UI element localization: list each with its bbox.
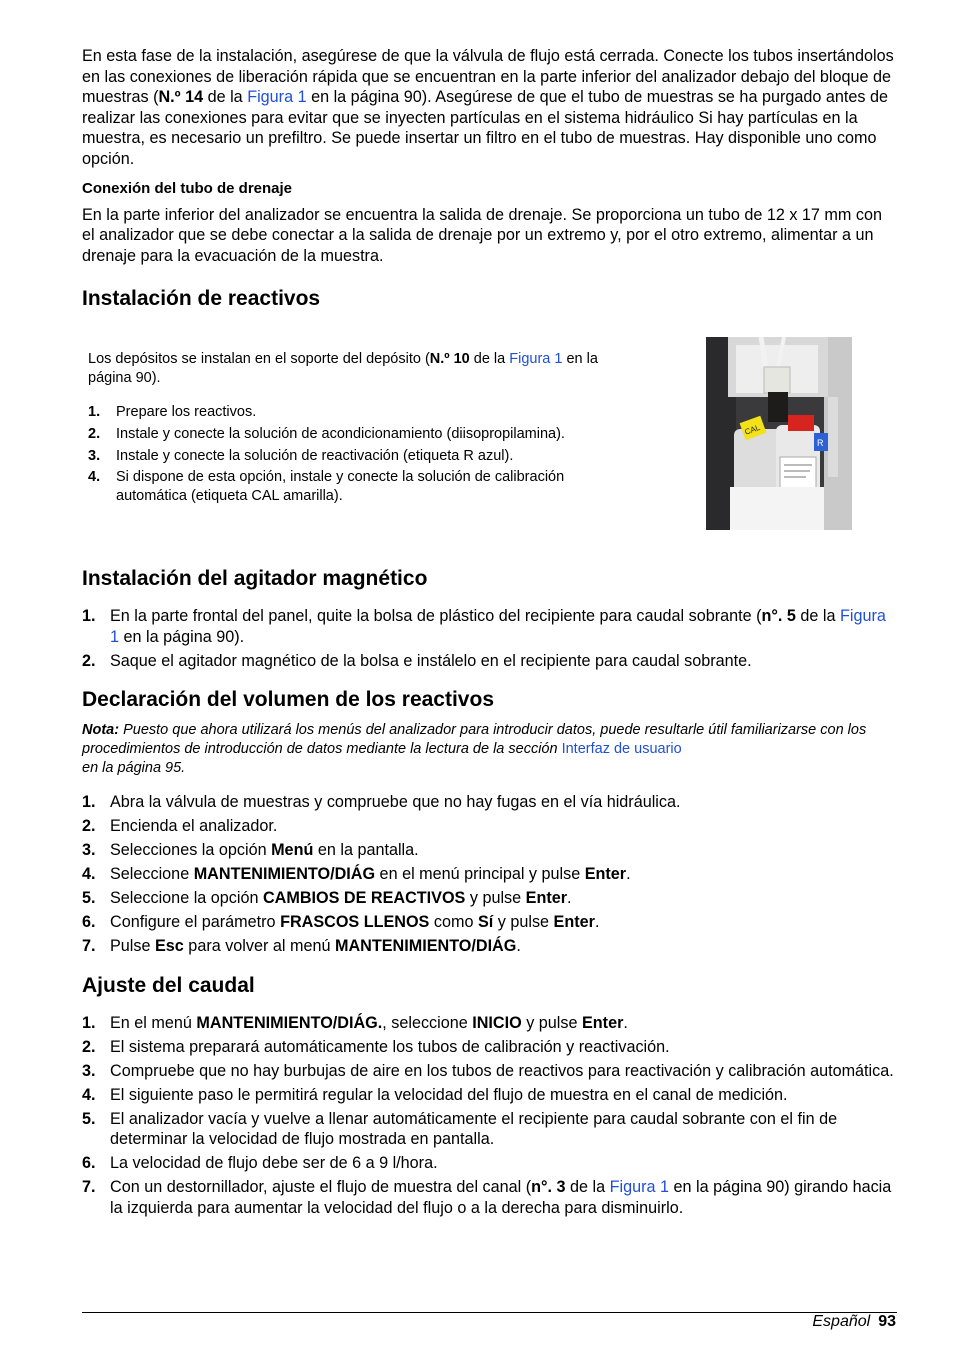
reagents-intro <box>88 350 623 388</box>
step-number: 5. <box>82 888 96 907</box>
step-text: Saque el agitador magnético de la bolsa e instálelo en el recipiente para caudal sobrante. <box>110 651 752 670</box>
reagent-bottles-photo <box>706 337 852 530</box>
step-text: en la página 90). <box>119 627 245 646</box>
flow-steps <box>82 1013 897 1218</box>
step-keyword: Enter <box>582 1014 624 1033</box>
step-text: y pulse <box>493 912 554 931</box>
intro-text: de la <box>203 88 248 107</box>
step-text: El siguiente paso le permitirá regular la velocidad del flujo de muestra en el canal de medición. <box>110 1085 788 1104</box>
step-number: 1. <box>82 1014 96 1033</box>
list-item <box>82 816 897 837</box>
reagents-intro-text: de la <box>469 351 510 368</box>
step-keyword: FRASCOS LLENOS <box>280 912 430 931</box>
page-content <box>82 46 897 1222</box>
figure-link[interactable]: Figura 1 <box>110 607 886 646</box>
reagents-ref: N.º 10 <box>429 351 470 368</box>
section-link[interactable]: Interfaz de usuario <box>561 741 682 758</box>
step-text: En la parte frontal del panel, quite la bolsa de plástico del recipiente para caudal sobrante ( <box>110 607 762 626</box>
step-keyword: MANTENIMIENTO/DIÁG <box>193 864 376 883</box>
step-number: 6. <box>82 912 96 931</box>
intro-text: En esta fase de la instalación, asegúrese de que la válvula de flujo está cerrada. Conecte los tubos insertándolos en las conexiones de liberación rápida que se encuentran en la parte inferior del analizador debajo del bloque de muestras ( <box>82 47 894 107</box>
step-number: 1. <box>88 404 101 421</box>
step-text: La velocidad de flujo debe ser de 6 a 9 l/hora. <box>110 1154 438 1173</box>
reagents-section <box>88 350 623 506</box>
step-text: Con un destornillador, ajuste el flujo de muestra del canal ( <box>110 1178 532 1197</box>
step-text: . <box>516 936 521 955</box>
note-page: en la página 95. <box>82 760 186 777</box>
list-item <box>82 1153 897 1174</box>
flow-heading: Ajuste del caudal <box>82 974 255 998</box>
step-ref: n°. 3 <box>531 1178 566 1197</box>
step-ref: n°. 5 <box>761 607 796 626</box>
step-keyword: INICIO <box>472 1014 522 1033</box>
step-number: 4. <box>82 864 96 883</box>
step-text: y pulse <box>465 888 526 907</box>
step-text: Abra la válvula de muestras y compruebe que no hay fugas en el vía hidráulica. <box>110 793 681 812</box>
step-number: 7. <box>82 936 96 955</box>
step-text: . <box>594 912 600 931</box>
step-keyword: Sí <box>477 912 494 931</box>
step-keyword: Esc <box>155 936 184 955</box>
reagent-bottles-illustration <box>706 337 852 530</box>
drain-heading: Conexión del tubo de drenaje <box>82 179 293 197</box>
volume-heading: Declaración del volumen de los reactivos <box>82 688 494 712</box>
step-keyword: Enter <box>525 888 568 907</box>
step-keyword: MANTENIMIENTO/DIÁG. <box>196 1014 383 1033</box>
intro-ref: N.º 14 <box>158 88 204 107</box>
step-text: de la <box>565 1178 610 1197</box>
step-number: 2. <box>82 1038 96 1057</box>
drain-paragraph: En la parte inferior del analizador se encuentra la salida de drenaje. Se proporciona un tubo de 12 x 17 mm con el analizador que se debe conectar a la salida de drenaje por un extremo y, por el otro extremo, alimentar a un drenaje para la evacuación de la muestra. <box>82 205 882 265</box>
step-text: . <box>626 864 631 883</box>
list-item <box>82 912 897 933</box>
step-keyword: Enter <box>584 864 627 883</box>
step-text: para volver al menú <box>183 936 335 955</box>
page-footer <box>812 1312 896 1332</box>
list-item <box>82 936 897 957</box>
step-number: 1. <box>82 607 96 626</box>
step-text: , seleccione <box>382 1014 473 1033</box>
list-item <box>82 1037 897 1058</box>
step-text: Prepare los reactivos. <box>116 404 257 421</box>
list-item <box>82 792 897 813</box>
step-number: 2. <box>82 651 96 670</box>
stirrer-heading: Instalación del agitador magnético <box>82 567 428 591</box>
list-item <box>82 864 897 885</box>
step-text: . <box>567 888 572 907</box>
step-number: 5. <box>82 1109 96 1128</box>
stirrer-steps <box>82 606 897 671</box>
step-number: 6. <box>82 1154 96 1173</box>
list-item <box>88 425 623 444</box>
step-text: Instale y conecte la solución de acondicionamiento (diisopropilamina). <box>116 425 565 442</box>
step-keyword: MANTENIMIENTO/DIÁG <box>334 936 517 955</box>
step-text: Pulse <box>110 936 155 955</box>
note-label: Nota: <box>82 722 120 739</box>
step-number: 2. <box>88 425 101 442</box>
figure-link[interactable]: Figura 1 <box>609 1178 669 1197</box>
figure-link[interactable]: Figura 1 <box>509 351 563 368</box>
step-number: 4. <box>88 469 101 486</box>
step-text: Configure el parámetro <box>110 912 281 931</box>
note <box>82 721 897 778</box>
step-text: Selecciones la opción <box>110 840 272 859</box>
step-text: Instale y conecte la solución de reactivación (etiqueta R azul). <box>116 447 514 464</box>
list-item <box>82 888 897 909</box>
list-item <box>88 468 623 506</box>
step-number: 3. <box>82 840 96 859</box>
figure-link[interactable]: Figura 1 <box>247 88 307 107</box>
r-label: R <box>817 438 824 448</box>
list-item <box>82 606 897 647</box>
step-text: en la pantalla. <box>313 840 419 859</box>
volume-steps <box>82 792 897 956</box>
reagents-intro-text: en la página 90). <box>88 351 598 387</box>
step-keyword: CAMBIOS DE REACTIVOS <box>262 888 466 907</box>
list-item <box>82 840 897 861</box>
intro-text: en la página 90). Asegúrese de que el tubo de muestras se ha purgado antes de realizar las conexiones para evitar que se inyecten partículas en el sistema hidráulico Si hay partículas en la muestra, es necesario un prefiltro. Se puede insertar un filtro en el tubo de muestras. Hay disponible uno como opción. <box>82 88 888 168</box>
step-number: 3. <box>82 1061 96 1080</box>
step-text: El sistema preparará automáticamente los tubos de calibración y reactivación. <box>110 1038 670 1057</box>
footer-language: Español <box>812 1313 871 1330</box>
page-number: 93 <box>878 1313 896 1330</box>
list-item <box>82 1061 897 1082</box>
list-item <box>82 1085 897 1106</box>
list-item <box>82 1177 897 1218</box>
step-keyword: Enter <box>553 912 595 931</box>
step-text: . <box>623 1014 628 1033</box>
step-text: en la página 90) girando hacia la izquierda para aumentar la velocidad del flujo o a la derecha para disminuirlo. <box>110 1178 892 1217</box>
step-text: El analizador vacía y vuelve a llenar automáticamente el recipiente para caudal sobrante con el fin de determinar la velocidad de flujo mostrada en pantalla. <box>110 1109 838 1149</box>
step-text: Si dispone de esta opción, instale y conecte la solución de calibración automática (etiqueta CAL amarilla). <box>116 469 565 505</box>
step-text: como <box>429 912 478 931</box>
step-number: 7. <box>82 1178 96 1197</box>
cal-label: CAL <box>743 422 762 437</box>
list-item <box>82 651 897 672</box>
list-item <box>88 403 623 422</box>
step-text: Compruebe que no hay burbujas de aire en los tubos de reactivos para reactivación y calibración automática. <box>110 1061 894 1080</box>
reagents-heading: Instalación de reactivos <box>82 287 321 311</box>
step-text: Encienda el analizador. <box>110 817 278 836</box>
list-item <box>82 1109 897 1150</box>
step-text: Seleccione <box>110 864 194 883</box>
step-text: y pulse <box>521 1014 582 1033</box>
step-number: 3. <box>88 447 101 464</box>
step-keyword: Menú <box>271 840 314 859</box>
step-number: 4. <box>82 1085 96 1104</box>
step-text: en el menú principal y pulse <box>375 864 585 883</box>
footer-divider <box>82 1312 897 1313</box>
step-number: 1. <box>82 793 96 812</box>
note-text: Puesto que ahora utilizará los menús del analizador para introducir datos, puede resultarle útil familiarizarse con los procedimientos de introducción de datos mediante la lectura de la sección <box>82 722 867 758</box>
list-item <box>82 1013 897 1034</box>
step-text: de la <box>795 607 840 626</box>
reagents-steps <box>88 403 623 506</box>
step-number: 2. <box>82 817 96 836</box>
step-text: En el menú <box>110 1014 197 1033</box>
step-text: Seleccione la opción <box>110 888 263 907</box>
intro-paragraph <box>82 46 897 170</box>
reagents-intro-text: Los depósitos se instalan en el soporte del depósito ( <box>88 351 430 368</box>
list-item <box>88 447 623 466</box>
